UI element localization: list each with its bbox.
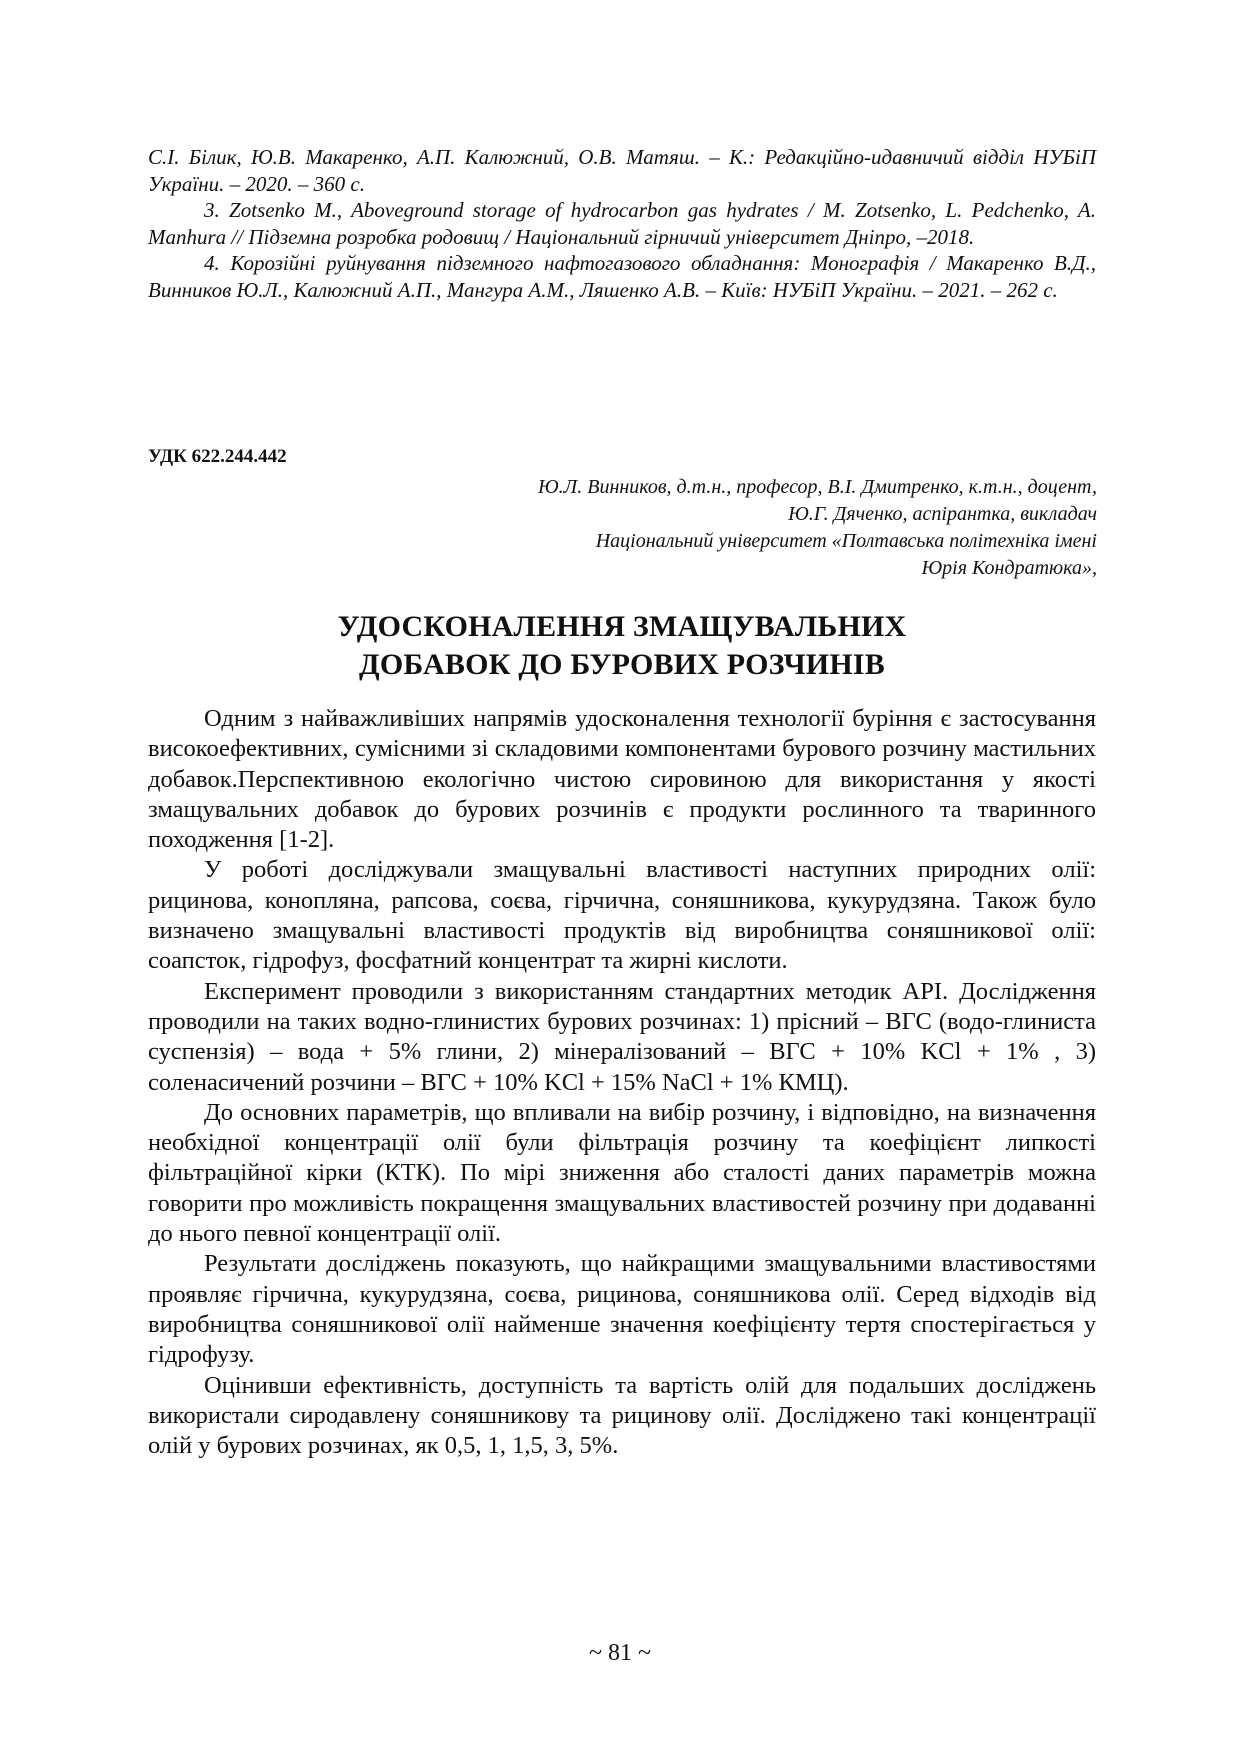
body-paragraph-2: У роботі досліджували змащувальні властивості наступних природних олії: рицинова, конопляна, рапсова, соєва, гірчична, соняшникова, кукурудзяна. Також було визначено змащувальні властивості продуктів від виробництва соняшникової олії: соапсток, гідрофуз, фосфатний концентрат та жирні кислоти.	[148, 856, 1096, 975]
body-paragraph-1: Одним з найважливіших напрямів удосконалення технології буріння є застосування високоефективних, сумісними зі складовими компонентами бурового розчину мастильних добавок.Перспективною екологічно чистою сировиною для використання у якості змащувальних добавок до бурових розчинів є продукти рослинного та тваринного походження [1-2].	[148, 705, 1096, 854]
page-number: ~ 81 ~	[589, 1640, 651, 1666]
reference-list	[148, 144, 1096, 303]
author-line-1: Ю.Л. Винников, д.т.н., професор, В.І. Дмитренко, к.т.н., доцент,	[538, 476, 1097, 498]
reference-3: 3. Zotsenko M., Aboveground storage of hydrocarbon gas hydrates / M. Zotsenko, L. Pedchenko, A. Manhura // Підземна розробка родовищ / Національний гірничий університет Дніпро, –2018.	[148, 198, 1096, 249]
title-line-2: ДОБАВОК ДО БУРОВИХ РОЗЧИНІВ	[359, 648, 885, 681]
body-paragraph-3: Експеримент проводили з використанням стандартних методик API. Дослідження проводили на таких водно-глинистих бурових розчинах: 1) прісний – ВГС (водо-глиниста суспензія) – вода + 5% глини, 2) мінералізований – ВГС + 10% KCl + 1% , 3) соленасичений розчини – ВГС + 10% KCl + 15% NaCl + 1% КМЦ).	[148, 977, 1096, 1096]
body-paragraph-4: До основних параметрів, що впливали на вибір розчину, і відповідно, на визначення необхідної концентрації олії були фільтрація розчину та коефіцієнт липкості фільтраційної кірки (КТК). По мірі зниження або сталості даних параметрів можна говорити про можливість покращення змащувальних властивостей розчину при додаванні до нього певної концентрації олії.	[148, 1098, 1096, 1248]
title-line-1: УДОСКОНАЛЕННЯ ЗМАЩУВАЛЬНИХ	[337, 610, 907, 643]
author-block	[538, 474, 1097, 582]
article-body	[148, 704, 1096, 1461]
article-title	[148, 608, 1096, 684]
affiliation-line-2: Юрія Кондратюка»,	[921, 557, 1097, 579]
reference-4: 4. Корозійні руйнування підземного нафтогазового обладнання: Монографія / Макаренко В.Д., Винников Ю.Л., Калюжний А.П., Мангура А.М., Ляшенко А.В. – Київ: НУБіП України. – 2021. – 262 с.	[148, 251, 1096, 302]
body-paragraph-5: Результати досліджень показують, що найкращими змащувальними властивостями проявляє гірчична, кукурудзяна, соєва, рицинова, соняшникова олії. Серед відходів від виробництва соняшникової олії найменше значення коефіцієнту тертя спостерігається у гідрофузу.	[148, 1250, 1096, 1369]
affiliation-line-1: Національний університет «Полтавська політехніка імені	[595, 530, 1097, 552]
author-line-2: Ю.Г. Дяченко, аспірантка, викладач	[788, 503, 1097, 525]
body-paragraph-6: Оцінивши ефективність, доступність та вартість олій для подальших досліджень використали сиродавлену соняшникову та рицинову олії. Досліджено такі концентрації олій у бурових розчинах, як 0,5, 1, 1,5, 3, 5%.	[148, 1371, 1096, 1460]
reference-2-continuation: С.І. Білик, Ю.В. Макаренко, А.П. Калюжний, О.В. Матяш. – К.: Редакційно-идавничий відділ НУБіП України. – 2020. – 360 с.	[148, 145, 1096, 196]
udk-code: УДК 622.244.442	[148, 446, 287, 467]
